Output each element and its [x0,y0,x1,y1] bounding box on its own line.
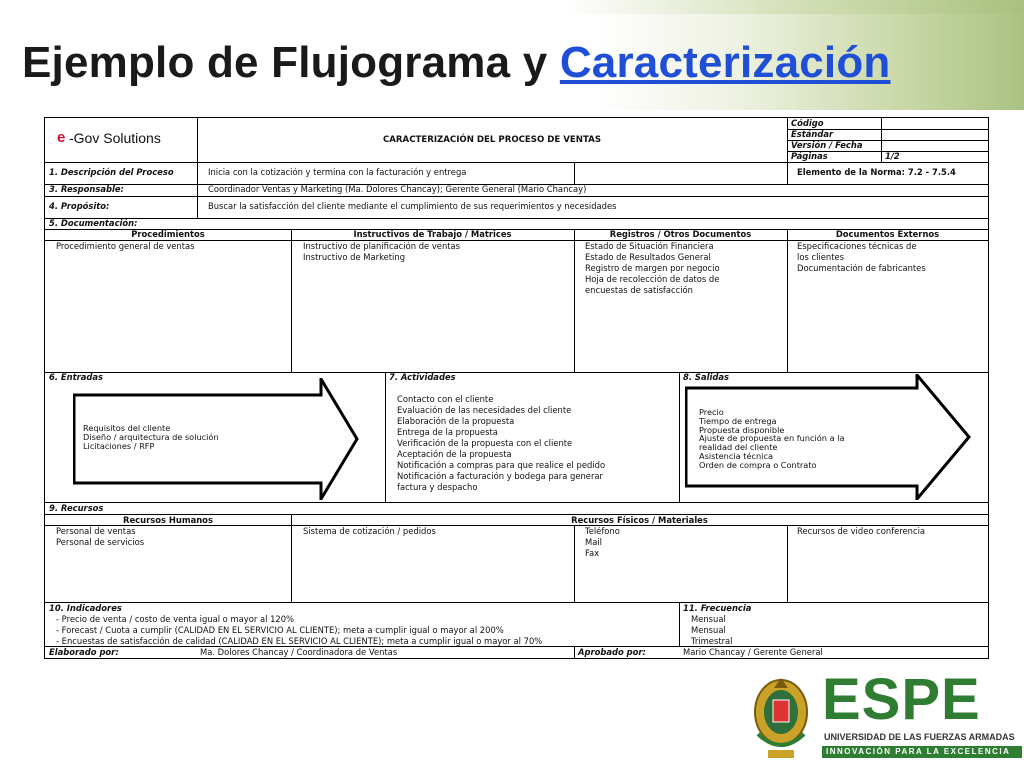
entradas-label: 6. Entradas [49,372,104,382]
espe-wordmark: ESPE [822,667,981,732]
list-item: Evaluación de las necesidades del cliente [397,405,572,415]
list-item: Aceptación de la propuesta [397,449,512,459]
recursos-label: 9. Recursos [49,503,104,513]
list-item: Verificación de la propuesta con el cliente [397,438,573,448]
actividades-label: 7. Actividades [389,372,456,382]
list-item: Recursos de video conferencia [797,526,926,536]
list-item: Notificación a facturación y bodega para generar [397,471,603,481]
logo-text: -Gov Solutions [69,130,161,146]
elaborado-value: Ma. Dolores Chancay / Coordinadora de Ventas [200,647,398,657]
resp-label: 3. Responsable: [49,184,124,194]
list-item: factura y despacho [397,482,478,492]
logo-e: e [57,129,66,146]
meta-label-paginas: Páginas [791,151,828,161]
list-item: Hoja de recolección de datos de [585,274,720,284]
list-item: Procedimiento general de ventas [56,241,195,251]
list-item: Mensual [691,625,726,635]
slide-title [22,38,891,88]
list-item: Licitaciones / RFP [83,441,155,451]
list-item: Sistema de cotización / pedidos [303,526,436,536]
salidas-label: 8. Salidas [683,372,729,382]
docs-header-registros: Registros / Otros Documentos [609,229,752,239]
list-item: Instructivo de Marketing [303,252,406,262]
list-item: realidad del cliente [699,442,778,453]
characterization-document [44,117,989,659]
list-item: Trimestral [691,636,733,646]
list-item: Especificaciones técnicas de [797,241,917,251]
list-item: Diseño / arquitectura de solución [83,432,219,442]
indicadores-list [56,614,542,647]
list-item: los clientes [797,252,844,262]
list-item: encuestas de satisfacción [585,285,693,295]
list-item: - Precio de venta / costo de venta igual o mayor al 120% [56,614,295,624]
list-item: Estado de Situación Financiera [585,241,714,251]
rh-list [56,526,144,548]
list-item: Asistencia técnica [699,450,773,461]
list-item: Fax [585,548,600,558]
espe-branding [746,668,1024,768]
aprobado-value: Mario Chancay / Gerente General [683,647,823,657]
prop-value: Buscar la satisfacción del cliente mediante el cumplimiento de sus requerimientos y necesidades [208,201,617,211]
aprobado-label: Aprobado por: [578,647,646,657]
elaborado-label: Elaborado por: [49,647,119,657]
list-item: Orden de compra o Contrato [699,459,817,470]
rh-header: Recursos Humanos [123,515,213,525]
externos-list [797,241,926,274]
entradas-list [83,424,219,451]
list-item: Elaboración de la propuesta [397,416,515,426]
list-item: Contacto con el cliente [397,394,494,404]
list-item: Notificación a compras para que realice el pedido [397,460,606,470]
desc-label: 1. Descripción del Proceso [49,167,174,177]
actividades-list [397,394,605,493]
list-item: Requisitos del cliente [83,423,171,433]
list-item: Estado de Resultados General [585,252,711,262]
meta-label-estandar: Estándar [791,129,834,139]
list-item: Personal de ventas [56,526,136,536]
list-item: Entrega de la propuesta [397,427,498,437]
desc-value: Inicia con la cotización y termina con la facturación y entrega [208,167,467,177]
top-accent-bar [0,0,1024,14]
indicadores-label: 10. Indicadores [49,603,122,613]
norma-element: Elemento de la Norma: 7.2 - 7.5.4 [797,167,956,177]
meta-value-paginas: 1/2 [885,151,900,161]
docs-header-instructivos: Instructivos de Trabajo / Matrices [353,229,512,239]
title-text: Ejemplo de Flujograma y [22,38,560,87]
university-motto: INNOVACIÓN PARA LA EXCELENCIA [826,747,1011,756]
company-logo [45,118,197,162]
list-item: Mail [585,537,603,547]
list-item: Teléfono [585,526,620,536]
instructivos-list [303,241,460,263]
list-item: Ajuste de propuesta en función a la [699,433,845,444]
list-item: Documentación de fabricantes [797,263,926,273]
docs-label: 5. Documentación: [49,218,138,228]
title-link[interactable]: Caracterización [559,38,891,87]
list-item: Propuesta disponible [699,424,785,435]
list-item: - Encuestas de satisfacción de calidad (CALIDAD EN EL SERVICIO AL CLIENTE); meta a cumplir igual o mayor al 70% [56,636,543,646]
meta-label-version: Versión / Fecha [791,140,863,150]
registros-list [585,241,720,296]
list-item: - Forecast / Cuota a cumplir (CALIDAD EN EL SERVICIO AL CLIENTE); meta a cumplir igual o mayor al 200% [56,625,504,635]
resp-value: Coordinador Ventas y Marketing (Ma. Dolores Chancay); Gerente General (Mario Chancay) [208,184,587,194]
list-item: Precio [699,407,724,417]
frecuencia-list [691,614,733,647]
rf2-list [585,526,620,559]
frecuencia-label: 11. Frecuencia [683,603,752,613]
list-item: Registro de margen por negocio [585,263,720,273]
list-item: Tiempo de entrega [699,415,777,426]
university-name: UNIVERSIDAD DE LAS FUERZAS ARMADAS [824,732,1015,742]
list-item: Mensual [691,614,726,624]
university-crest-icon [746,672,816,764]
salidas-list [699,408,845,470]
list-item: Instructivo de planificación de ventas [303,241,461,251]
docs-header-externos: Documentos Externos [835,229,940,239]
rf-header: Recursos Físicos / Materiales [571,515,708,525]
list-item: Personal de servicios [56,537,145,547]
docs-header-procedimientos: Procedimientos [131,229,205,239]
prop-label: 4. Propósito: [49,201,110,211]
meta-label-codigo: Código [791,118,824,128]
document-title: CARACTERIZACIÓN DEL PROCESO DE VENTAS [382,135,602,145]
